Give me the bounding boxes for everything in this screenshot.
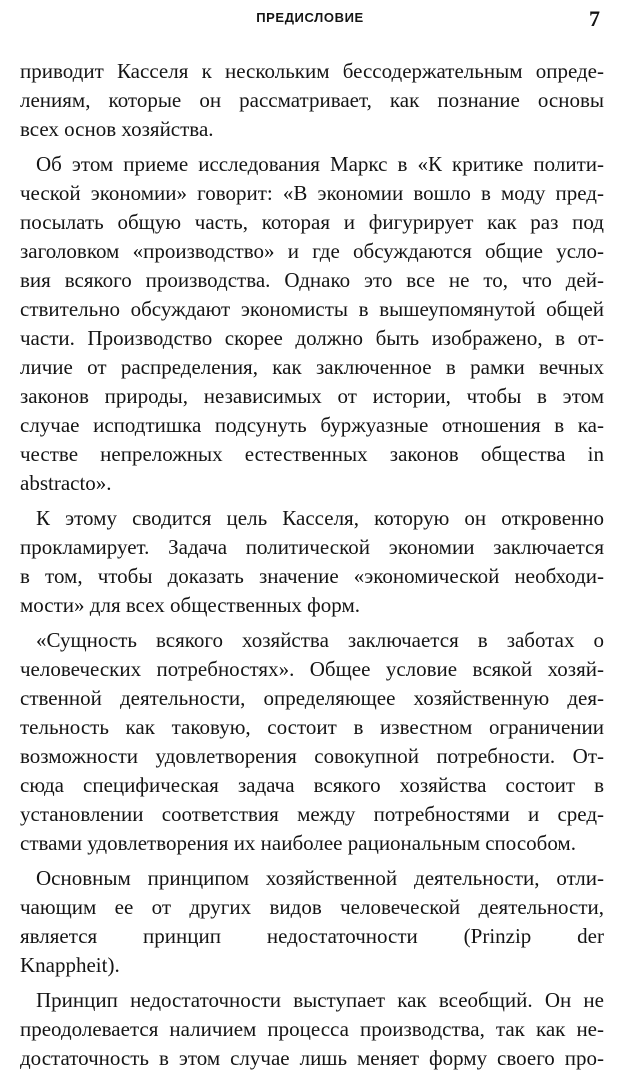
text-line: вия всякого производства. Однако это все не то, что дей-: [20, 268, 604, 292]
text-line: Принцип недостаточности выступает как всеобщий. Он не: [36, 988, 604, 1012]
text-line: заголовком «производство» и где обсуждаются общие усло-: [20, 239, 604, 263]
text-line: чающим ее от других видов человеческой деятельности,: [20, 895, 604, 919]
text-line: Knappheit).: [20, 953, 120, 977]
text-line: в том, чтобы доказать значение «экономической необходи-: [20, 564, 604, 588]
text-line: всех основ хозяйства.: [20, 117, 214, 141]
text-line: возможности удовлетворения совокупной потребности. От-: [20, 744, 604, 768]
text-line: посылать общую часть, которая и фигурирует как раз под: [20, 210, 604, 234]
text-line: abstracto».: [20, 471, 112, 495]
page-header: [0, 6, 620, 36]
text-line: мости» для всех общественных форм.: [20, 593, 361, 617]
body-text: [20, 57, 604, 1073]
text-line: части. Производство скорее должно быть изображено, в от-: [20, 326, 604, 350]
text-line: ствами удовлетворения их наиболее рациональным способом.: [20, 831, 576, 855]
text-line: является принцип недостаточности (Prinzip der: [20, 924, 604, 948]
text-line: ствительно обсуждают экономисты в вышеупомянутой общей: [20, 297, 604, 321]
text-line: случае исподтишка подсунуть буржуазные отношения в ка-: [20, 413, 604, 437]
text-line: преодолевается наличием процесса производства, так как не-: [20, 1017, 604, 1041]
text-line: достаточность в этом случае лишь меняет форму своего про-: [20, 1046, 604, 1070]
page-number: 7: [589, 6, 600, 31]
text-line: ственной деятельности, определяющее хозяйственную дея-: [20, 686, 604, 710]
text-line: прокламирует. Задача политической экономии заключается: [20, 535, 604, 559]
text-line: лениям, которые он рассматривает, как познание основы: [20, 88, 604, 112]
text-line: личие от распределения, как заключенное в рамки вечных: [20, 355, 604, 379]
text-line: приводит Касселя к нескольким бессодержательным опреде-: [20, 59, 604, 83]
text-line: честве непреложных естественных законов общества in: [20, 442, 604, 466]
text-line: Об этом приеме исследования Маркс в «К критике полити-: [36, 152, 604, 176]
text-line: тельность как таковую, состоит в известном ограничении: [20, 715, 604, 739]
text-line: законов природы, независимых от истории, чтобы в этом: [20, 384, 604, 408]
running-title: ПРЕДИСЛОВИЕ: [256, 10, 364, 25]
text-line: «Сущность всякого хозяйства заключается в заботах о: [36, 628, 604, 652]
text-line: сюда специфическая задача всякого хозяйства состоит в: [20, 773, 604, 797]
text-line: человеческих потребностях». Общее условие всякой хозяй-: [20, 657, 604, 681]
text-line: установлении соответствия между потребностями и сред-: [20, 802, 604, 826]
text-line: ческой экономии» говорит: «В экономии вошло в моду пред-: [20, 181, 604, 205]
text-line: К этому сводится цель Касселя, которую он откровенно: [36, 506, 604, 530]
text-line: Основным принципом хозяйственной деятельности, отли-: [36, 866, 604, 890]
